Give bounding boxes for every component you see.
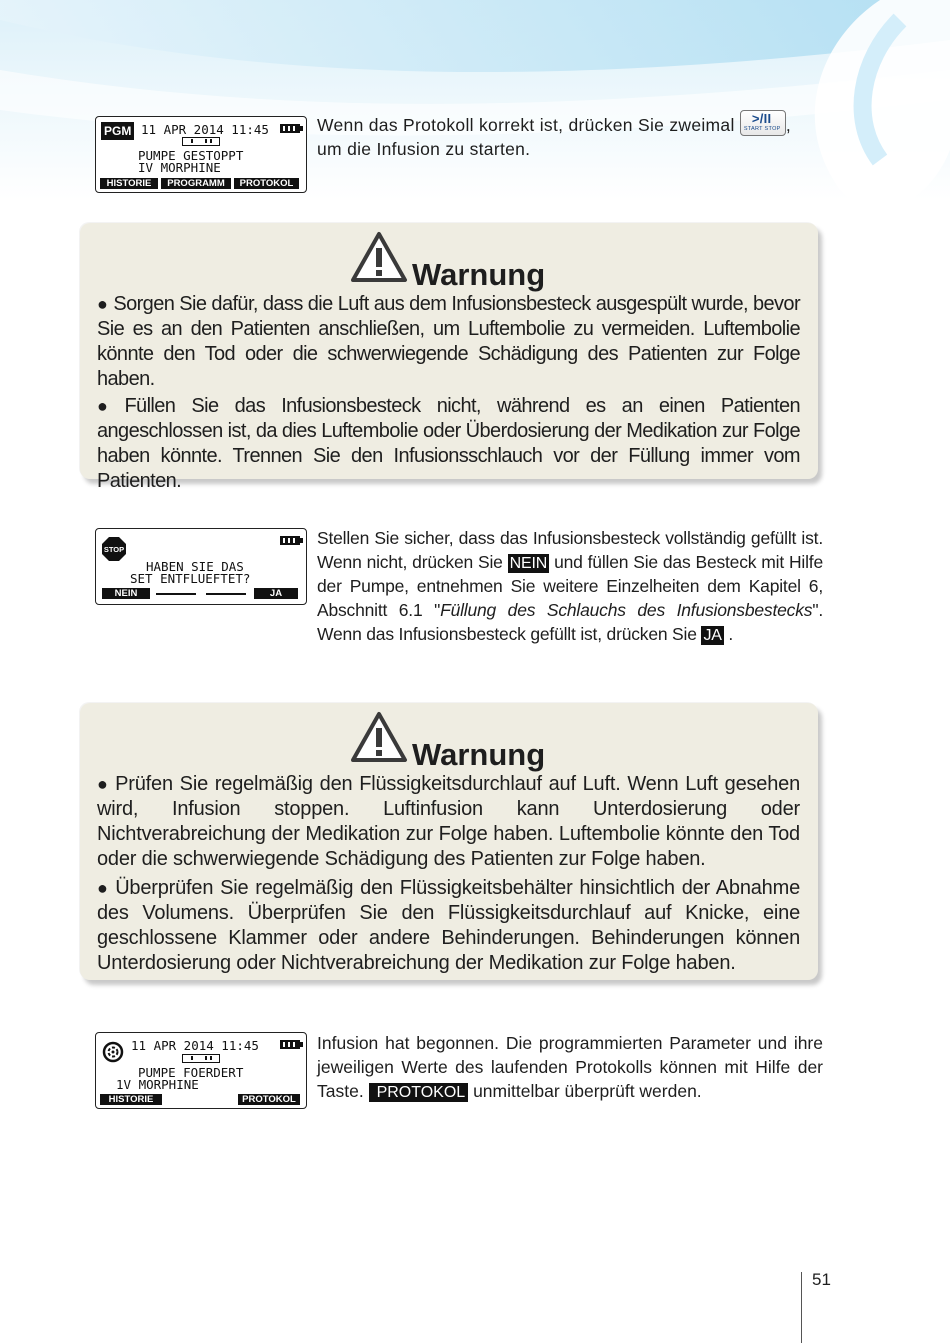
softkey-divider <box>206 593 246 595</box>
warning1-bullet-1: ● Sorgen Sie dafür, dass die Luft aus dem Infusionsbesteck ausgespült wurde, bevor Sie es an den Patienten anschließen, um Luftembolie zu vermeiden. Luftembolie könnte den Tod oder die schwerwiegende Schädigung des Patienten zur Folge haben. <box>97 293 800 390</box>
warning-triangle-icon <box>350 711 408 763</box>
progress-bar-icon <box>182 137 220 146</box>
warning1-bullet-2: ● Füllen Sie das Infusionsbesteck nicht, während es an einen Patienten angeschlossen ist, da dies Luftembolie oder Überdosierung der Medikation zur Folge haben könnte. Trennen Sie den Infusionsschlauch vor der Füllung immer vom Patienten. <box>97 395 800 492</box>
softkey-historie: HISTORIE <box>100 1094 162 1105</box>
section2-text: Stellen Sie sicher, dass das Infusionsbesteck vollständig gefüllt ist. Wenn nicht, drücken Sie NEIN und füllen Sie das Besteck mit Hilfe der Pumpe, entnehmen Sie weitere Einzelheiten dem Kapitel 6, Abschnitt 6.1 "Füllung des Schlauchs des Infusionsbestecks". Wenn das Infusionsbesteck gefüllt ist, drücken Sie JA . <box>317 528 823 644</box>
section3-text: Infusion hat begonnen. Die programmierten Parameter und ihre jeweiligen Werte des laufenden Protokolls können mit Hilfe der Taste. PROTOKOL unmittelbar überprüft werden. <box>317 1033 823 1101</box>
section1-text-before: Wenn das Protokoll korrekt ist, drücken Sie zweimal <box>317 115 735 135</box>
battery-icon <box>280 1040 300 1049</box>
section1-comma: , <box>785 115 791 135</box>
progress-bar-icon <box>182 1054 220 1063</box>
warning2-bullet-2: ● Überprüfen Sie regelmäßig den Flüssigkeitsbehälter hinsichtlich der Abnahme des Volumens. Überprüfen Sie den Flüssigkeitsdurchlauf auf Knicke, eine geschlossene Klammer oder andere Behinderungen. Behinderungen können Unterdosierung oder Nichtverabreichung der Medikation zur Folge haben. <box>97 877 800 974</box>
warning-triangle-icon <box>350 231 408 283</box>
pump-display-stopped <box>95 116 307 193</box>
softkey-nein: NEIN <box>102 588 150 599</box>
page-divider <box>801 1272 802 1343</box>
softkey-historie: HISTORIE <box>100 178 158 189</box>
softkey-divider <box>156 593 196 595</box>
display-question-line1: HABEN SIE DAS <box>146 559 244 574</box>
battery-icon <box>280 124 300 133</box>
section1-text-line2: um die Infusion zu starten. <box>317 139 531 159</box>
display-question-line2: SET ENTFLUEFTET? <box>130 571 251 586</box>
page-number: 51 <box>812 1270 831 1289</box>
warning-title-2: Warnung <box>412 737 546 772</box>
softkey-programm: PROGRAMM <box>161 178 231 189</box>
battery-icon <box>280 536 300 545</box>
softkey-ja: JA <box>254 588 298 599</box>
display-status: PUMPE FOERDERT <box>138 1065 244 1080</box>
protokol-key-label: PROTOKOL <box>369 1083 469 1102</box>
start-stop-key-icon: >/II START STOP <box>740 110 786 136</box>
running-icon <box>102 1041 124 1063</box>
nein-key-label: NEIN <box>509 555 548 572</box>
display-drug: IV MORPHINE <box>138 160 221 175</box>
warning-title-1: Warnung <box>412 257 546 292</box>
display-datetime: 11 APR 2014 11:45 <box>141 122 269 137</box>
pump-display-running <box>95 1032 307 1109</box>
softkey-protokol: PROTOKOL <box>238 1094 300 1105</box>
warning2-bullet-1: ● Prüfen Sie regelmäßig den Flüssigkeitsdurchlauf auf Luft. Wenn Luft gesehen wird, Infusion stoppen. Luftinfusion kann Unterdosierung oder Nichtverabreichung der Medikation zur Folge haben. Luftembolie könnte den Tod oder die schwerwiegende Schädigung des Patienten zur Folge haben. <box>97 773 800 870</box>
section1-text <box>317 110 823 161</box>
pgm-badge: PGM <box>101 122 134 140</box>
ja-key-label: JA <box>703 627 722 644</box>
warning-box-1 <box>80 223 818 492</box>
pump-display-prime-question <box>95 528 307 605</box>
warning-box-2 <box>80 703 818 980</box>
display-drug: 1V MORPHINE <box>116 1077 199 1092</box>
display-status: PUMPE GESTOPPT <box>138 148 244 163</box>
softkey-protokol: PROTOKOL <box>234 178 299 189</box>
stop-sign-icon <box>101 536 127 562</box>
svg-text:STOP: STOP <box>103 545 125 554</box>
display-datetime: 11 APR 2014 11:45 <box>131 1038 259 1053</box>
